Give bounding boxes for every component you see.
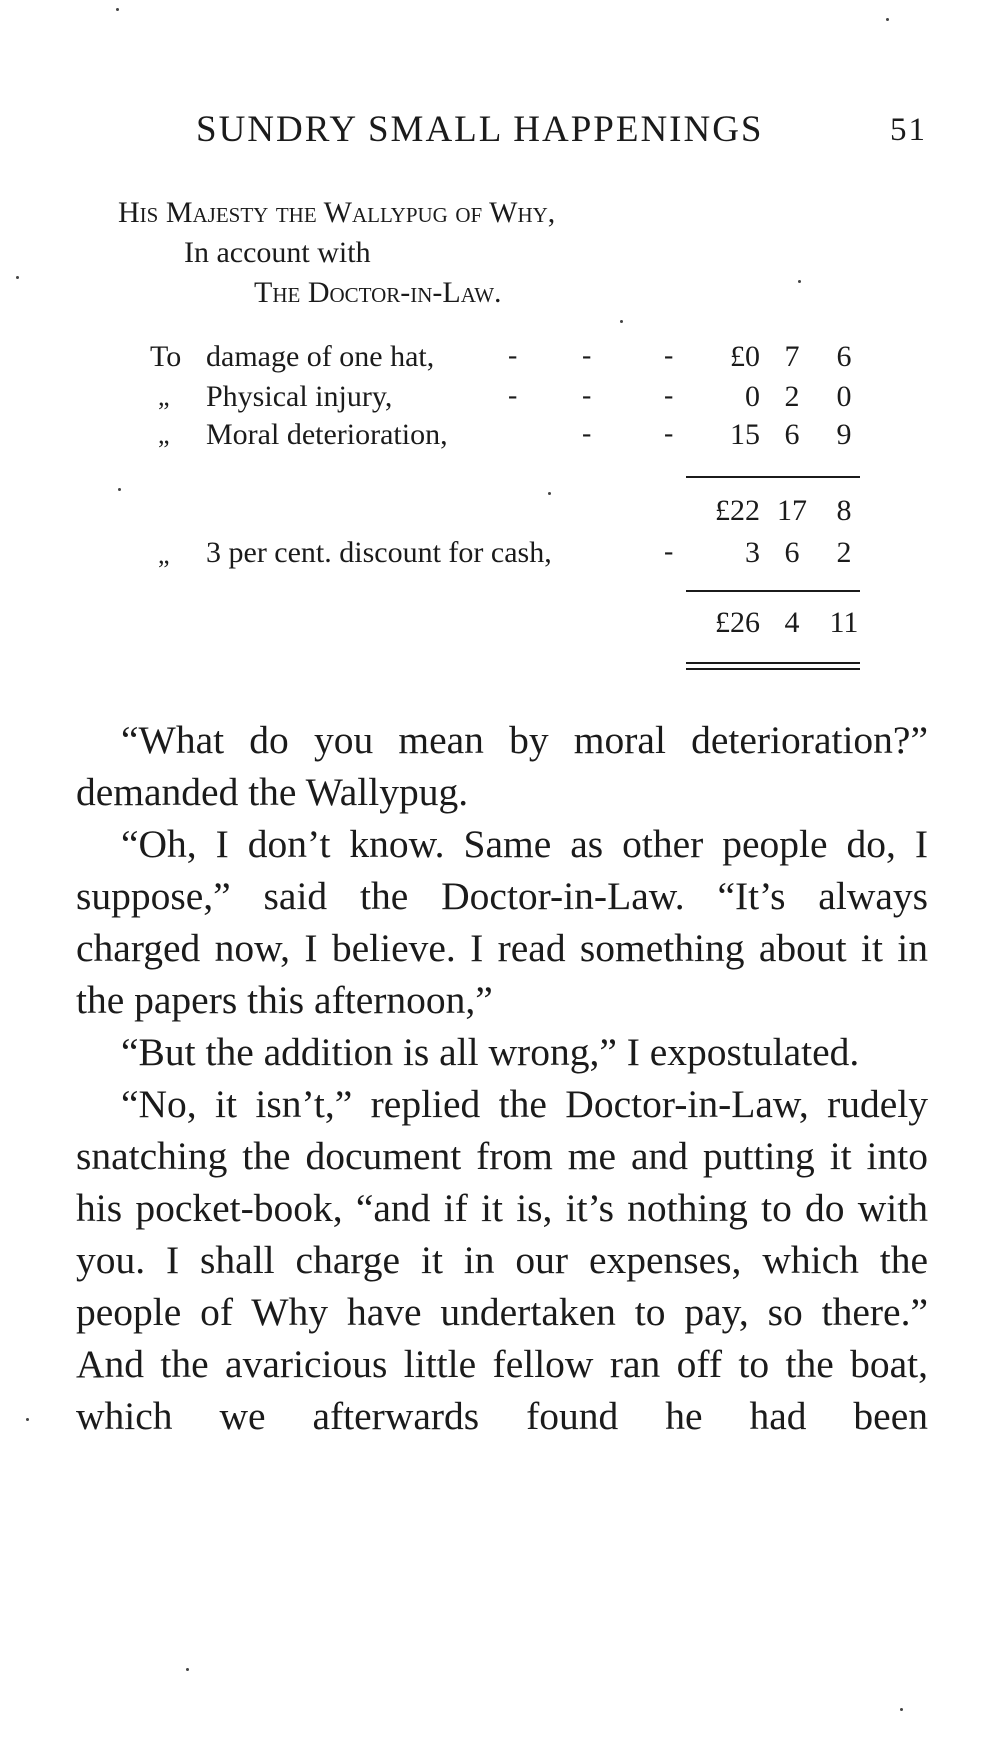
subtotal-pounds: £22 [715,494,760,527]
running-title: SUNDRY SMALL HAPPENINGS [196,109,764,150]
body-text [76,714,928,1442]
ledger-table [0,0,998,700]
ledger-row [0,340,998,380]
leader-dash: - [582,340,592,371]
ledger-pounds: 15 [730,418,760,451]
ledger-subtotal-row [0,494,998,534]
account-creditor: The Doctor-in-Law. [254,276,502,309]
ledger-description: Moral deterioration, [206,418,448,451]
ledger-pence: 6 [836,340,852,373]
leader-dash: - [508,340,518,371]
total-shillings: 4 [784,606,800,639]
ledger-description: damage of one hat, [206,340,435,373]
leader-dash: - [664,340,674,371]
leader-dash: - [664,536,674,567]
ledger-prefix: „ [158,540,170,569]
double-rule-bottom [686,668,860,670]
ledger-pence: 9 [836,418,852,451]
total-rule [686,590,860,592]
ledger-row [0,380,998,420]
leader-dash: - [664,418,674,449]
discount-shillings: 6 [784,536,800,569]
ledger-discount-row [0,536,998,576]
leader-dash: - [508,380,518,411]
ledger-prefix: To [150,340,182,373]
paragraph: “But the addition is all wrong,” I expostulated. [121,1030,860,1074]
ledger-prefix: „ [158,420,170,449]
account-debtor: His Majesty the Wallypug of Why, [118,196,556,229]
leader-dash: - [582,418,592,449]
total-pounds: £26 [715,606,760,639]
ledger-prefix: „ [158,382,170,411]
ledger-row [0,418,998,458]
double-rule-top [686,662,860,664]
subtotal-pence: 8 [836,494,852,527]
ledger-pounds: £0 [730,340,760,373]
paragraph: “What do you mean by moral deterioration?” demanded the Wallypug. [76,718,928,814]
subtotal-rule [686,476,860,478]
discount-pounds: 3 [745,536,760,569]
discount-pence: 2 [836,536,852,569]
leader-dash: - [664,380,674,411]
ledger-description: 3 per cent. discount for cash, [206,536,552,569]
paragraph: “Oh, I don’t know. Same as other people do, I suppose,” said the Doctor-in-Law. “It’s always charged now, I believe. I read something about it in the papers this afternoon,” [76,822,928,1022]
ledger-description: Physical injury, [206,380,393,413]
account-relation: In account with [184,236,371,269]
ledger-pence: 0 [836,380,852,413]
ledger-shillings: 2 [784,380,800,413]
ledger-total-row [0,606,998,646]
ledger-shillings: 7 [784,340,800,373]
total-pence: 11 [829,606,859,639]
ledger-shillings: 6 [784,418,800,451]
ledger-pounds: 0 [745,380,760,413]
subtotal-shillings: 17 [777,494,807,527]
leader-dash: - [582,380,592,411]
paragraph: “No, it isn’t,” replied the Doctor-in-Law, rudely snatching the document from me and putting it into his pocket-book, “and if it is, it’s nothing to do with you. I shall charge it in our expenses, which the people of Why have undertaken to pay, so there.” And the avaricious little fellow ran off to the boat, which we afterwards found he had been [76,1082,928,1438]
page-number: 51 [890,112,927,148]
